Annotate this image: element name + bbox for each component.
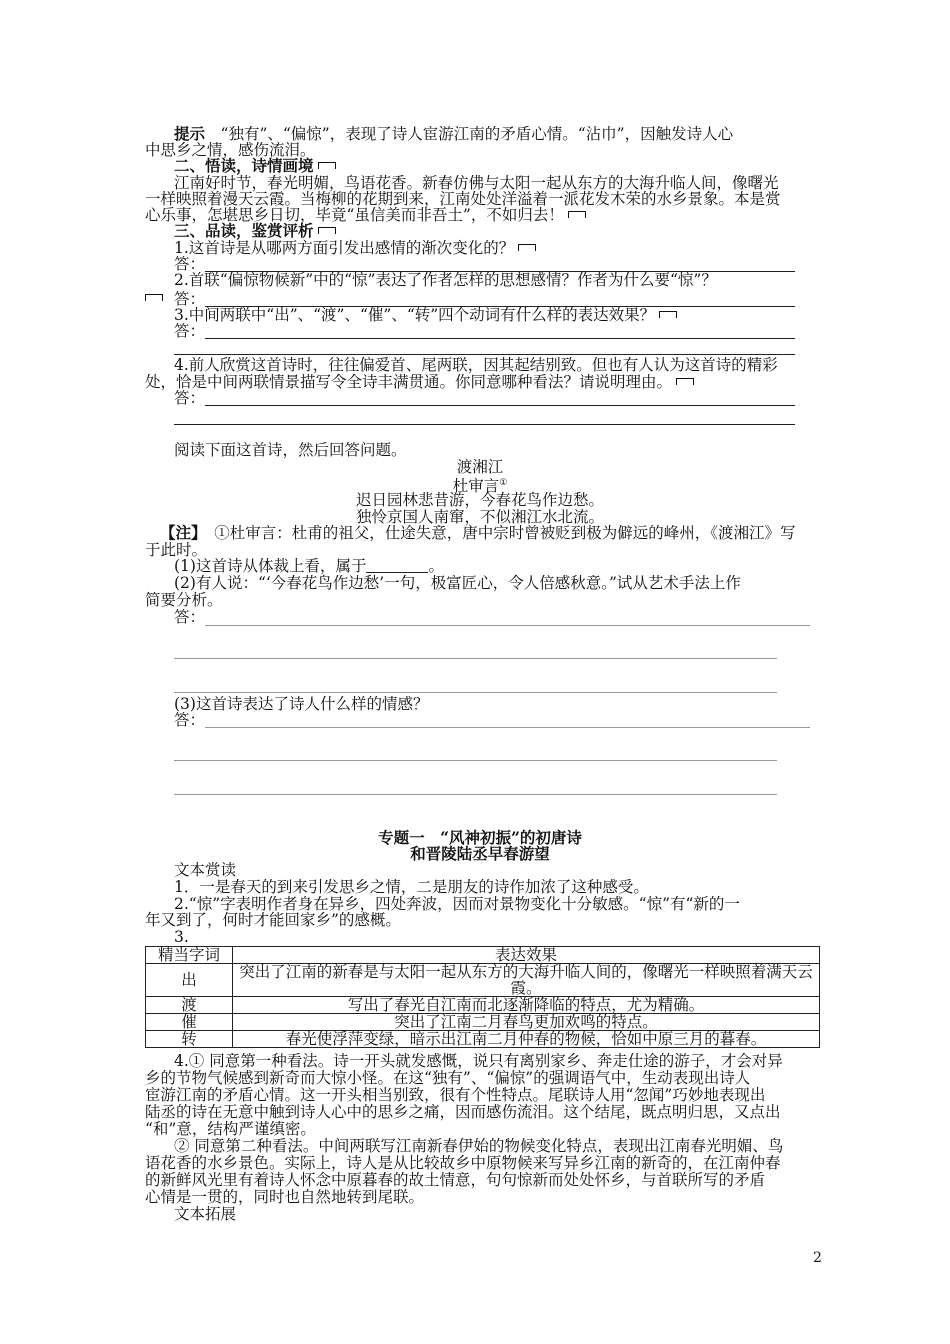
answers-title-2: 和晋陵陆丞早春游望 (410, 844, 550, 863)
answer-line[interactable] (205, 338, 795, 339)
pen-mark-icon (568, 211, 586, 218)
table-row (146, 964, 820, 997)
table-cell: 突出了江南二月春鸟更加欢鸣的特点。 (233, 1014, 820, 1031)
note-line-2: 于此时。 (145, 541, 208, 559)
reading-q3: (3)这首诗表达了诗人什么样的情感？ (174, 695, 429, 713)
section3-q1 (174, 240, 536, 256)
reading-q1-end: 。 (428, 557, 444, 575)
answer-label: 答： (174, 322, 206, 340)
table-cell: 写出了春光自江南而北逐渐降临的特点，尤为精确。 (233, 997, 820, 1014)
answers-sub-1: 文本赏读 (174, 861, 237, 879)
note-line-1 (160, 525, 796, 541)
hint-text-2: 中思乡之情，感伤流泪。 (145, 141, 316, 159)
answer-4-1-line-1: 4.① 同意第一种看法。诗一开头就发感慨，说只有离别家乡、奔走仕途的游子，才会对异 (174, 1052, 783, 1070)
q2-mark (145, 290, 163, 306)
answer-label: 答： (174, 389, 206, 407)
table-cell: 突出了江南的新春是与太阳一起从东方的大海升临人间的，像曙光一样映照着满天云霞。 (233, 964, 820, 997)
poem-author-name: 杜审言 (452, 477, 500, 495)
answer-4-1-line-3: 宦游江南的矛盾心情。这一开头相当别致，很有个性特点。尾联诗人用“忽闻”巧妙地表现出 (145, 1086, 766, 1104)
pen-mark-icon (676, 378, 694, 385)
note-label: 【注】 (160, 523, 199, 542)
answer-1: 1．一是春天的到来引发思乡之情，二是朋友的诗作加浓了这种感受。 (174, 878, 649, 896)
answer-table (145, 946, 820, 1048)
hint-label: 提示 (174, 124, 206, 143)
answer-label: 答： (174, 608, 206, 626)
fill-blank[interactable] (366, 559, 428, 573)
answers-title-1: 专题一 “风神初振”的初唐诗 (378, 828, 582, 847)
reading-q2-line-1: (2)有人说：“‘今春花鸟作边愁’一句，极富匠心，令人倍感秋意。”试从艺术手法上作 (174, 574, 741, 592)
section3-q3-text: 3.中间两联中“出”、“渡”、“催”、“转”四个动词有什么样的表达效果？ (174, 306, 656, 324)
hint-text: “独有”、“偏惊”，表现了诗人宦游江南的矛盾心情。“沾巾”，因触发诗人心 (220, 125, 734, 143)
poem-line-2: 独怜京国人南窜，不似湘江水北流。 (355, 508, 604, 526)
section2-line-1: 江南好时节，春光明媚，鸟语花香。新春仿佛与太阳一起从东方的大海升临人间，像曙光 (174, 174, 779, 192)
table-cell: 出 (146, 964, 233, 997)
footnote-mark: ① (499, 478, 508, 488)
reading-q1-text: (1)这首诗从体裁上看，属于 (174, 557, 367, 575)
answer-line[interactable] (174, 658, 777, 659)
answer-line[interactable] (205, 405, 795, 406)
section3-q4-line-1: 4.前人欣赏这首诗时，往往偏爱首、尾两联，因其起结别致。但也有人认为这首诗的精彩 (174, 356, 778, 374)
answer-4-1-line-4: 陆丞的诗在无意中触到诗人心中的思乡之痛，因而感伤流泪。这个结尾，既点明归思，又点出 (145, 1103, 781, 1121)
table-cell: 转 (146, 1031, 233, 1048)
answer-4-2-line-1: ② 同意第二种看法。中间两联写江南新春伊始的物候变化特点，表现出江南春光明媚、鸟 (174, 1137, 784, 1155)
answer-2-line-1: 2.“惊”字表明作者身在异乡，四处奔波，因而对景物变化十分敏感。“惊”有“新的一 (174, 895, 740, 913)
pen-mark-icon (318, 227, 336, 234)
answer-line[interactable] (174, 354, 795, 355)
table-header: 精当字词 (146, 947, 233, 964)
section3-heading (174, 223, 336, 239)
pen-mark-icon (145, 294, 163, 301)
answer-line[interactable] (205, 727, 810, 728)
section2-heading (174, 158, 336, 174)
reading-q1 (174, 558, 444, 574)
answer-3: 3. (174, 928, 189, 946)
section3-q4-line-2 (145, 374, 694, 390)
table-cell: 渡 (146, 997, 233, 1014)
table-header: 表达效果 (233, 947, 820, 964)
section2-line-3-text: 心乐事，怎堪思乡日切，毕竟“虽信美而非吾土”，不如归去！ (145, 206, 564, 224)
answer-line[interactable] (174, 794, 777, 795)
pen-mark-icon (518, 244, 536, 251)
section3-heading-text: 三、品读，鉴赏评析 (174, 221, 314, 240)
hint-line-1 (174, 126, 733, 142)
answer-line[interactable] (174, 424, 795, 425)
answers-sub-2: 文本拓展 (174, 1205, 237, 1223)
answer-line[interactable] (174, 760, 777, 761)
section3-q2: 2.首联“偏惊物候新”中的“惊”表达了作者怎样的思想感情？作者为什么要“惊”？ (174, 271, 717, 289)
reading-q2-line-2: 简要分析。 (145, 591, 223, 609)
table-header-row (146, 947, 820, 964)
table-row (146, 1014, 820, 1031)
answer-2-line-2: 年又到了，何时才能回家乡”的感概。 (145, 911, 401, 929)
pen-mark-icon (318, 162, 336, 169)
section3-q1-text: 1.这首诗是从哪两方面引发出感情的渐次变化的？ (174, 239, 515, 257)
page-number: 2 (813, 1250, 822, 1266)
answer-4-1-line-2: 乡的节物气候感到新奇而大惊小怪。在这“独有”、“偏惊”的强调语气中，生动表现出诗人 (145, 1069, 751, 1087)
note-text: ①杜审言：杜甫的祖父，仕途失意，唐中宗时曾被贬到极为僻远的峰州，《渡湘江》写 (214, 524, 796, 542)
answer-4-1-line-5: “和”意，结构严谨缜密。 (145, 1120, 316, 1138)
table-row (146, 1031, 820, 1048)
answer-4-2-line-3: 的新鲜风光里有着诗人怀念中原暮春的故土情意，句句惊新而处处怀乡，与首联所写的矛盾 (145, 1171, 766, 1189)
answer-label: 答： (174, 711, 206, 729)
table-cell: 催 (146, 1014, 233, 1031)
pen-mark-icon (659, 311, 677, 318)
section2-heading-text: 二、悟读，诗情画境 (174, 156, 314, 175)
answer-label: 答： (174, 255, 206, 273)
answer-line[interactable] (174, 692, 777, 693)
poem-title: 渡湘江 (456, 458, 504, 476)
answer-line[interactable] (205, 625, 810, 626)
answer-label: 答： (174, 290, 206, 308)
table-row (146, 997, 820, 1014)
section2-line-2: 一样映照着漫天云霞。当梅柳的花期到来，江南处处洋溢着一派花发木荣的水乡景象。本是赏 (145, 190, 781, 208)
section3-q3 (174, 307, 677, 323)
reading-intro: 阅读下面这首诗，然后回答问题。 (174, 441, 407, 459)
answer-4-2-line-2: 语花香的水乡景色。实际上，诗人是从比较故乡中原物候来写异乡江南的新奇的，在江南仲春 (145, 1154, 781, 1172)
poem-line-1: 迟日园林悲昔游，今春花鸟作边愁。 (355, 491, 604, 509)
answer-4-2-line-4: 心情是一贯的，同时也自然地转到尾联。 (145, 1188, 425, 1206)
table-cell: 春光使浮萍变绿，暗示出江南二月仲春的物候，恰如中原三月的暮春。 (233, 1031, 820, 1048)
section3-q4-line-2-text: 处，恰是中间两联情景描写令全诗丰满贯通。你同意哪种看法？请说明理由。 (145, 373, 673, 391)
